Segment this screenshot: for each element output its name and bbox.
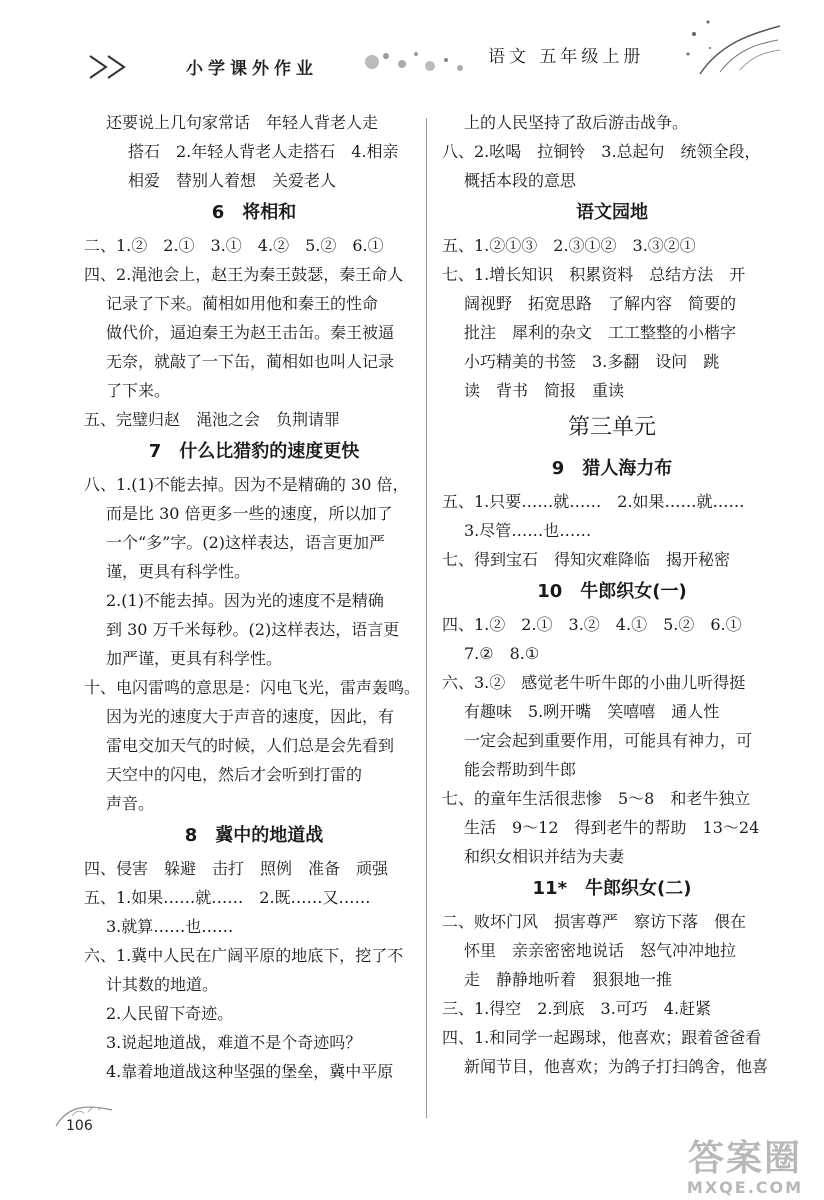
section-title: 10 牛郎织女(一) [537, 581, 687, 602]
text-line: 上的人民坚持了敌后游击战争。 [464, 113, 689, 132]
page-number: 106 [66, 1118, 93, 1134]
text-line: 四、侵害 躲避 击打 照例 准备 顽强 [84, 859, 389, 878]
text-line: 十、电闪雷鸣的意思是：闪电飞光，雷声轰鸣。 [84, 678, 421, 697]
text-line: 五、1.如果……就…… 2.既……又…… [84, 888, 371, 907]
right-column [442, 108, 782, 1081]
text-line: 有趣味 5.咧开嘴 笑嘻嘻 通人性 [464, 702, 720, 721]
star-dots-decoration [352, 44, 482, 84]
text-line: 雷电交加天气的时候，人们总是会先看到 [106, 736, 395, 755]
text-line: 无奈，就敲了一下缶，蔺相如也叫人记录 [106, 352, 395, 371]
text-line: 读 背书 简报 重读 [464, 381, 625, 400]
section-title: 语文园地 [576, 202, 648, 223]
text-line: 五、完璧归赵 渑池之会 负荆请罪 [84, 410, 341, 429]
text-line: 声音。 [106, 794, 155, 813]
text-line: 记录了下来。蔺相如用他和秦王的性命 [106, 294, 379, 313]
text-line: 和织女相识并结为夫妻 [464, 847, 625, 866]
book-info: 语文 五年级上册 [488, 47, 645, 67]
text-line: 四、2.渑池会上，赵王为秦王鼓瑟，秦王命人 [84, 265, 404, 284]
text-line: 新闻节目，他喜欢；为鸽子打扫鸽舍，他喜 [464, 1057, 769, 1076]
text-line: 了下来。 [106, 381, 171, 400]
text-line: 批注 犀利的杂文 工工整整的小楷字 [464, 323, 737, 342]
text-line: 相爱 替别人着想 关爱老人 [128, 171, 337, 190]
text-line: 四、1.和同学一起踢球，他喜欢；跟着爸爸看 [442, 1028, 762, 1047]
text-line: 加严谨，更具有科学性。 [106, 649, 283, 668]
text-line: 2.人民留下奇迹。 [106, 1004, 234, 1023]
section-title: 7 什么比猎豹的速度更快 [148, 441, 360, 462]
unit-title: 第三单元 [567, 415, 656, 440]
text-line: 计其数的地道。 [106, 975, 219, 994]
text-line: 一定会起到重要作用，可能具有神力，可 [464, 731, 753, 750]
text-line: 四、1.② 2.① 3.② 4.① 5.② 6.① [442, 615, 742, 634]
section-title: 11* 牛郎织女(二) [532, 878, 692, 899]
section-title: 6 将相和 [211, 202, 297, 223]
text-line: 二、败坏门风 损害尊严 察访下落 偎在 [442, 912, 747, 931]
text-line: 八、1.(1)不能去掉。因为不是精确的 30 倍， [84, 475, 409, 494]
text-line: 搭石 2.年轻人背老人走搭石 4.相亲 [128, 142, 399, 161]
text-line: 3.尽管……也…… [464, 521, 592, 540]
watermark-logo-text: 答案圈 [687, 1138, 802, 1179]
text-line: 六、3.② 感觉老牛听牛郎的小曲儿听得挺 [442, 673, 746, 692]
text-line: 天空中的闪电，然后才会听到打雷的 [106, 765, 363, 784]
text-line: 七、的童年生活很悲惨 5～8 和老牛独立 [442, 789, 751, 808]
left-column [84, 108, 424, 1086]
double-chevron-right-icon [88, 52, 138, 82]
text-line: 生活 9～12 得到老牛的帮助 13～24 [464, 818, 760, 837]
text-line: 走 静静地听着 狠狠地一推 [464, 970, 673, 989]
text-line: 六、1.冀中人民在广阔平原的地底下，挖了不 [84, 946, 404, 965]
text-line: 五、1.只要……就…… 2.如果……就…… [442, 492, 745, 511]
text-line: 因为光的速度大于声音的速度，因此，有 [106, 707, 395, 726]
text-line: 能会帮助到牛郎 [464, 760, 577, 779]
section-title: 8 冀中的地道战 [184, 825, 324, 846]
watermark [680, 1140, 810, 1197]
page-header [0, 0, 824, 100]
text-line: 五、1.②①③ 2.③①② 3.③②① [442, 236, 696, 255]
text-line: 而是比 30 倍更多一些的速度，所以加了 [106, 504, 393, 523]
text-line: 一个“多”字。(2)这样表达，语言更加严 [106, 533, 386, 552]
section-title: 9 猎人海力布 [551, 458, 673, 479]
text-line: 4.靠着地道战这种坚强的堡垒，冀中平原 [106, 1062, 394, 1081]
watermark-url: MXQE.COM [686, 1178, 804, 1197]
text-line: 到 30 万千米每秒。(2)这样表达，语言更 [106, 620, 400, 639]
column-divider [426, 118, 427, 1118]
text-line: 谨，更具有科学性。 [106, 562, 251, 581]
text-line: 2.(1)不能去掉。因为光的速度不是精确 [106, 591, 384, 610]
text-line: 做代价，逼迫秦王为赵王击缶。秦王被逼 [106, 323, 395, 342]
text-line: 概括本段的意思 [464, 171, 577, 190]
text-line: 3.就算……也…… [106, 917, 234, 936]
text-line: 二、1.② 2.① 3.① 4.② 5.② 6.① [84, 236, 384, 255]
text-line: 怀里 亲亲密密地说话 怒气冲冲地拉 [464, 941, 737, 960]
text-line: 3.说起地道战，难道不是个奇迹吗？ [106, 1033, 362, 1052]
text-line: 七、得到宝石 得知灾难降临 揭开秘密 [442, 550, 731, 569]
text-line: 还要说上几句家常话 年轻人背老人走 [106, 113, 379, 132]
wing-decoration [680, 14, 790, 84]
text-line: 7.② 8.① [464, 644, 540, 663]
text-line: 小巧精美的书签 3.多翻 设问 跳 [464, 352, 720, 371]
text-line: 七、1.增长知识 积累资料 总结方法 开 [442, 265, 746, 284]
text-line: 八、2.吆喝 拉铜铃 3.总起句 统领全段， [442, 142, 761, 161]
text-line: 阔视野 拓宽思路 了解内容 简要的 [464, 294, 737, 313]
series-title: 小学课外作业 [186, 59, 318, 79]
text-line: 三、1.得空 2.到底 3.可巧 4.赶紧 [442, 999, 712, 1018]
